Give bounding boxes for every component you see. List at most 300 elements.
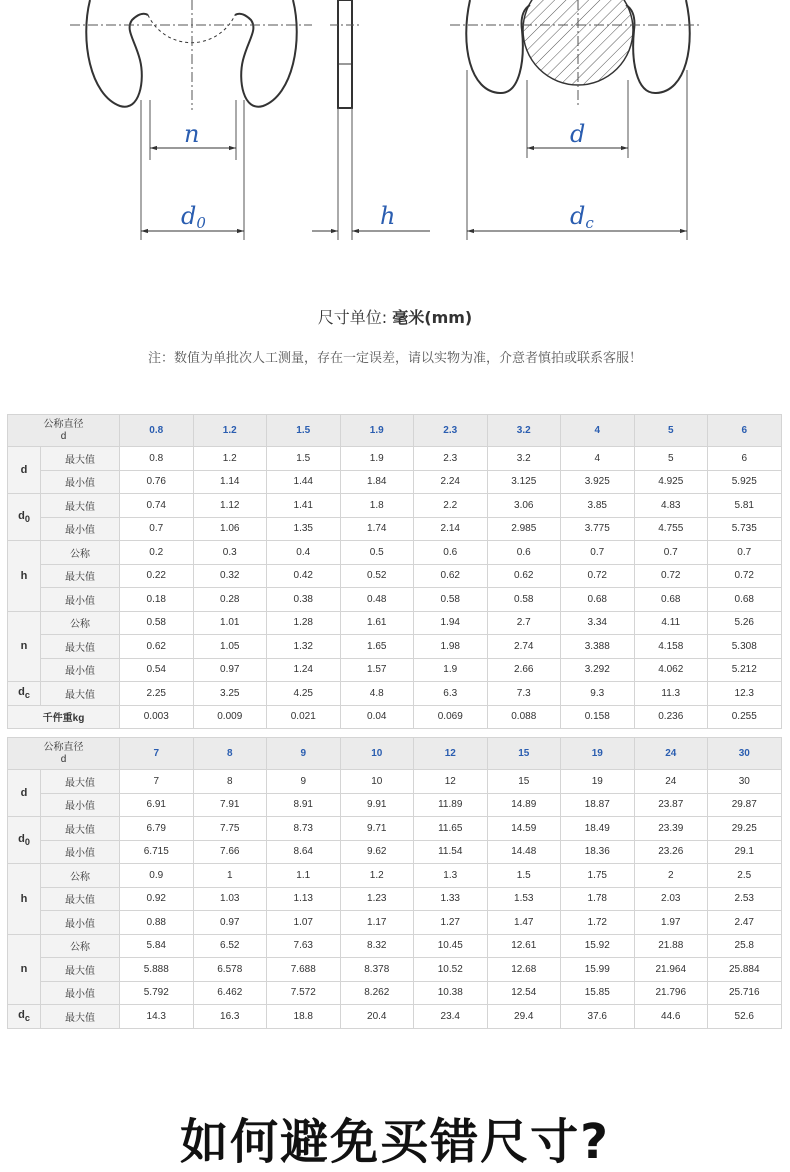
row-label-nominal: 公称 bbox=[41, 934, 120, 958]
value-cell: 15.92 bbox=[561, 934, 635, 958]
value-cell: 5.792 bbox=[120, 981, 194, 1005]
size-cell: 30 bbox=[708, 738, 782, 770]
value-cell: 6.79 bbox=[120, 817, 194, 841]
size-cell: 1.2 bbox=[193, 415, 267, 447]
value-cell: 14.48 bbox=[487, 840, 561, 864]
value-cell: 6.91 bbox=[120, 793, 194, 817]
value-cell: 1.12 bbox=[193, 494, 267, 518]
table-row bbox=[8, 981, 782, 1005]
table-row bbox=[8, 588, 782, 612]
value-cell: 1.44 bbox=[267, 470, 341, 494]
value-cell: 5 bbox=[634, 447, 708, 471]
value-cell: 15.99 bbox=[561, 958, 635, 982]
value-cell: 5.888 bbox=[120, 958, 194, 982]
dim-label-d: d bbox=[570, 120, 586, 148]
value-cell: 29.1 bbox=[708, 840, 782, 864]
table-row bbox=[8, 911, 782, 935]
value-cell: 1.8 bbox=[340, 494, 414, 518]
value-cell: 4.83 bbox=[634, 494, 708, 518]
unit-value: 毫米(mm) bbox=[392, 308, 473, 327]
table-row bbox=[8, 840, 782, 864]
table-row bbox=[8, 864, 782, 888]
value-cell: 8.73 bbox=[267, 817, 341, 841]
size-cell: 24 bbox=[634, 738, 708, 770]
value-cell: 1.65 bbox=[340, 635, 414, 659]
value-cell: 23.87 bbox=[634, 793, 708, 817]
value-cell: 0.97 bbox=[193, 658, 267, 682]
measurement-note: 注：数值为单批次人工测量，存在一定误差，请以实物为准，介意者慎拍或联系客服！ bbox=[147, 351, 642, 366]
size-cell: 2.3 bbox=[414, 415, 488, 447]
value-cell: 6.715 bbox=[120, 840, 194, 864]
table-row bbox=[8, 934, 782, 958]
value-cell: 0.8 bbox=[120, 447, 194, 471]
value-cell: 5.81 bbox=[708, 494, 782, 518]
value-cell: 0.32 bbox=[193, 564, 267, 588]
group-d: d bbox=[8, 447, 41, 494]
value-cell: 2.5 bbox=[708, 864, 782, 888]
value-cell: 1.14 bbox=[193, 470, 267, 494]
value-cell: 0.021 bbox=[267, 705, 341, 729]
size-cell: 10 bbox=[340, 738, 414, 770]
table-row bbox=[8, 705, 782, 729]
value-cell: 1.78 bbox=[561, 887, 635, 911]
value-cell: 1.24 bbox=[267, 658, 341, 682]
value-cell: 1.57 bbox=[340, 658, 414, 682]
table-row bbox=[8, 1005, 782, 1029]
value-cell: 12.68 bbox=[487, 958, 561, 982]
value-cell: 9.71 bbox=[340, 817, 414, 841]
value-cell: 1.28 bbox=[267, 611, 341, 635]
value-cell: 5.212 bbox=[708, 658, 782, 682]
value-cell: 0.72 bbox=[561, 564, 635, 588]
value-cell: 24 bbox=[634, 770, 708, 794]
value-cell: 0.22 bbox=[120, 564, 194, 588]
value-cell: 0.158 bbox=[561, 705, 635, 729]
value-cell: 0.28 bbox=[193, 588, 267, 612]
value-cell: 1.47 bbox=[487, 911, 561, 935]
value-cell: 10 bbox=[340, 770, 414, 794]
dim-label-n: n bbox=[184, 120, 200, 148]
size-cell: 8 bbox=[193, 738, 267, 770]
value-cell: 3.925 bbox=[561, 470, 635, 494]
value-cell: 3.25 bbox=[193, 682, 267, 706]
value-cell: 0.6 bbox=[487, 541, 561, 565]
value-cell: 3.34 bbox=[561, 611, 635, 635]
value-cell: 0.7 bbox=[634, 541, 708, 565]
value-cell: 2.2 bbox=[414, 494, 488, 518]
row-label-min: 最小值 bbox=[41, 840, 120, 864]
value-cell: 29.87 bbox=[708, 793, 782, 817]
group-h: h bbox=[8, 541, 41, 612]
value-cell: 1.61 bbox=[340, 611, 414, 635]
value-cell: 1.2 bbox=[340, 864, 414, 888]
table-row bbox=[8, 611, 782, 635]
value-cell: 44.6 bbox=[634, 1005, 708, 1029]
value-cell: 12.54 bbox=[487, 981, 561, 1005]
value-cell: 6.578 bbox=[193, 958, 267, 982]
group-dc: $d_c$ bbox=[8, 1005, 41, 1029]
value-cell: 2.24 bbox=[414, 470, 488, 494]
nominal-diameter-header: 公称直径 d bbox=[8, 415, 120, 447]
value-cell: 1.9 bbox=[414, 658, 488, 682]
value-cell: 1.2 bbox=[193, 447, 267, 471]
value-cell: 52.6 bbox=[708, 1005, 782, 1029]
value-cell: 25.8 bbox=[708, 934, 782, 958]
value-cell: 1.72 bbox=[561, 911, 635, 935]
value-cell: 19 bbox=[561, 770, 635, 794]
row-label-min: 最小值 bbox=[41, 981, 120, 1005]
value-cell: 6.3 bbox=[414, 682, 488, 706]
value-cell: 1.01 bbox=[193, 611, 267, 635]
value-cell: 30 bbox=[708, 770, 782, 794]
value-cell: 3.292 bbox=[561, 658, 635, 682]
value-cell: 7.75 bbox=[193, 817, 267, 841]
value-cell: 5.735 bbox=[708, 517, 782, 541]
value-cell: 1.9 bbox=[340, 447, 414, 471]
value-cell: 1.94 bbox=[414, 611, 488, 635]
row-label-min: 最小值 bbox=[41, 517, 120, 541]
section-headline: 如何避免买错尺寸? bbox=[180, 1114, 610, 1170]
value-cell: 0.92 bbox=[120, 887, 194, 911]
value-cell: 18.49 bbox=[561, 817, 635, 841]
value-cell: 3.06 bbox=[487, 494, 561, 518]
value-cell: 29.25 bbox=[708, 817, 782, 841]
value-cell: 1.98 bbox=[414, 635, 488, 659]
size-cell: 19 bbox=[561, 738, 635, 770]
value-cell: 1.35 bbox=[267, 517, 341, 541]
value-cell: 4.062 bbox=[634, 658, 708, 682]
value-cell: 25.884 bbox=[708, 958, 782, 982]
value-cell: 1.97 bbox=[634, 911, 708, 935]
value-cell: 0.9 bbox=[120, 864, 194, 888]
table-row bbox=[8, 770, 782, 794]
value-cell: 7.63 bbox=[267, 934, 341, 958]
value-cell: 14.59 bbox=[487, 817, 561, 841]
row-label-nominal: 公称 bbox=[41, 611, 120, 635]
value-cell: 1.06 bbox=[193, 517, 267, 541]
value-cell: 9.62 bbox=[340, 840, 414, 864]
size-cell: 1.9 bbox=[340, 415, 414, 447]
value-cell: 0.7 bbox=[120, 517, 194, 541]
table-row bbox=[8, 517, 782, 541]
value-cell: 21.88 bbox=[634, 934, 708, 958]
value-cell: 8.64 bbox=[267, 840, 341, 864]
value-cell: 8.91 bbox=[267, 793, 341, 817]
value-cell: 14.89 bbox=[487, 793, 561, 817]
value-cell: 0.18 bbox=[120, 588, 194, 612]
group-n: n bbox=[8, 611, 41, 682]
value-cell: 1.53 bbox=[487, 887, 561, 911]
size-cell: 4 bbox=[561, 415, 635, 447]
row-label-max: 最大值 bbox=[41, 635, 120, 659]
unit-label: 尺寸单位: bbox=[317, 308, 388, 327]
value-cell: 0.58 bbox=[487, 588, 561, 612]
table-row bbox=[8, 682, 782, 706]
value-cell: 8.262 bbox=[340, 981, 414, 1005]
value-cell: 3.775 bbox=[561, 517, 635, 541]
row-label-max: 最大值 bbox=[41, 447, 120, 471]
value-cell: 0.2 bbox=[120, 541, 194, 565]
table-row bbox=[8, 541, 782, 565]
value-cell: 0.72 bbox=[634, 564, 708, 588]
row-label-max: 最大值 bbox=[41, 564, 120, 588]
group-h: h bbox=[8, 864, 41, 935]
dim-label-h: h bbox=[380, 202, 396, 230]
row-label-max: 最大值 bbox=[41, 682, 120, 706]
value-cell: 3.2 bbox=[487, 447, 561, 471]
value-cell: 0.68 bbox=[634, 588, 708, 612]
value-cell: 4.755 bbox=[634, 517, 708, 541]
value-cell: 21.964 bbox=[634, 958, 708, 982]
value-cell: 0.42 bbox=[267, 564, 341, 588]
value-cell: 1.41 bbox=[267, 494, 341, 518]
value-cell: 15 bbox=[487, 770, 561, 794]
group-d: d bbox=[8, 770, 41, 817]
value-cell: 0.4 bbox=[267, 541, 341, 565]
value-cell: 23.4 bbox=[414, 1005, 488, 1029]
row-label-max: 最大值 bbox=[41, 770, 120, 794]
value-cell: 11.65 bbox=[414, 817, 488, 841]
value-cell: 1.1 bbox=[267, 864, 341, 888]
table-row bbox=[8, 447, 782, 471]
row-label-nominal: 公称 bbox=[41, 541, 120, 565]
value-cell: 0.3 bbox=[193, 541, 267, 565]
value-cell: 0.7 bbox=[561, 541, 635, 565]
value-cell: 7.688 bbox=[267, 958, 341, 982]
value-cell: 11.3 bbox=[634, 682, 708, 706]
value-cell: 23.39 bbox=[634, 817, 708, 841]
row-label-max: 最大值 bbox=[41, 494, 120, 518]
value-cell: 2.14 bbox=[414, 517, 488, 541]
value-cell: 2.25 bbox=[120, 682, 194, 706]
value-cell: 1.27 bbox=[414, 911, 488, 935]
row-label-max: 最大值 bbox=[41, 817, 120, 841]
unit-caption bbox=[0, 305, 790, 328]
value-cell: 15.85 bbox=[561, 981, 635, 1005]
table-header-row bbox=[8, 738, 782, 770]
dim-label-dc: dc bbox=[570, 202, 594, 232]
value-cell: 6.52 bbox=[193, 934, 267, 958]
value-cell: 0.236 bbox=[634, 705, 708, 729]
value-cell: 25.716 bbox=[708, 981, 782, 1005]
value-cell: 3.125 bbox=[487, 470, 561, 494]
value-cell: 1.84 bbox=[340, 470, 414, 494]
value-cell: 5.26 bbox=[708, 611, 782, 635]
value-cell: 20.4 bbox=[340, 1005, 414, 1029]
group-d0: $d_0$ bbox=[8, 494, 41, 541]
value-cell: 10.52 bbox=[414, 958, 488, 982]
value-cell: 29.4 bbox=[487, 1005, 561, 1029]
group-n: n bbox=[8, 934, 41, 1005]
value-cell: 14.3 bbox=[120, 1005, 194, 1029]
value-cell: 0.58 bbox=[120, 611, 194, 635]
value-cell: 2.66 bbox=[487, 658, 561, 682]
size-cell: 7 bbox=[120, 738, 194, 770]
value-cell: 16.3 bbox=[193, 1005, 267, 1029]
value-cell: 0.62 bbox=[487, 564, 561, 588]
value-cell: 0.68 bbox=[708, 588, 782, 612]
value-cell: 0.088 bbox=[487, 705, 561, 729]
value-cell: 2.74 bbox=[487, 635, 561, 659]
value-cell: 6 bbox=[708, 447, 782, 471]
value-cell: 12 bbox=[414, 770, 488, 794]
row-label-min: 最小值 bbox=[41, 911, 120, 935]
value-cell: 1.05 bbox=[193, 635, 267, 659]
value-cell: 0.48 bbox=[340, 588, 414, 612]
value-cell: 2.3 bbox=[414, 447, 488, 471]
value-cell: 3.85 bbox=[561, 494, 635, 518]
size-cell: 6 bbox=[708, 415, 782, 447]
value-cell: 11.54 bbox=[414, 840, 488, 864]
row-label-max: 最大值 bbox=[41, 958, 120, 982]
size-cell: 0.8 bbox=[120, 415, 194, 447]
value-cell: 21.796 bbox=[634, 981, 708, 1005]
row-label-min: 最小值 bbox=[41, 793, 120, 817]
value-cell: 0.97 bbox=[193, 911, 267, 935]
table-row bbox=[8, 887, 782, 911]
value-cell: 1.3 bbox=[414, 864, 488, 888]
value-cell: 5.308 bbox=[708, 635, 782, 659]
value-cell: 10.45 bbox=[414, 934, 488, 958]
value-cell: 2.53 bbox=[708, 887, 782, 911]
value-cell: 7.3 bbox=[487, 682, 561, 706]
value-cell: 1.17 bbox=[340, 911, 414, 935]
value-cell: 7.572 bbox=[267, 981, 341, 1005]
value-cell: 0.58 bbox=[414, 588, 488, 612]
value-cell: 1.03 bbox=[193, 887, 267, 911]
value-cell: 4.8 bbox=[340, 682, 414, 706]
table-row bbox=[8, 958, 782, 982]
row-label-weight: 千件重kg bbox=[8, 705, 120, 729]
value-cell: 0.6 bbox=[414, 541, 488, 565]
value-cell: 0.68 bbox=[561, 588, 635, 612]
value-cell: 4.11 bbox=[634, 611, 708, 635]
row-label-min: 最小值 bbox=[41, 588, 120, 612]
technical-drawing bbox=[0, 0, 790, 260]
size-cell: 3.2 bbox=[487, 415, 561, 447]
value-cell: 0.003 bbox=[120, 705, 194, 729]
size-cell: 15 bbox=[487, 738, 561, 770]
value-cell: 8.32 bbox=[340, 934, 414, 958]
value-cell: 1.23 bbox=[340, 887, 414, 911]
value-cell: 12.3 bbox=[708, 682, 782, 706]
value-cell: 9 bbox=[267, 770, 341, 794]
value-cell: 1.13 bbox=[267, 887, 341, 911]
value-cell: 1.33 bbox=[414, 887, 488, 911]
group-dc: $d_c$ bbox=[8, 682, 41, 706]
value-cell: 18.8 bbox=[267, 1005, 341, 1029]
table-row bbox=[8, 470, 782, 494]
row-label-min: 最小值 bbox=[41, 470, 120, 494]
clip-side-view bbox=[338, 0, 352, 108]
row-label-max: 最大值 bbox=[41, 1005, 120, 1029]
row-label-nominal: 公称 bbox=[41, 864, 120, 888]
value-cell: 0.76 bbox=[120, 470, 194, 494]
size-cell: 12 bbox=[414, 738, 488, 770]
value-cell: 1.32 bbox=[267, 635, 341, 659]
value-cell: 1.74 bbox=[340, 517, 414, 541]
value-cell: 11.89 bbox=[414, 793, 488, 817]
value-cell: 5.925 bbox=[708, 470, 782, 494]
value-cell: 6.462 bbox=[193, 981, 267, 1005]
nominal-diameter-header: 公称直径 d bbox=[8, 738, 120, 770]
value-cell: 12.61 bbox=[487, 934, 561, 958]
value-cell: 3.388 bbox=[561, 635, 635, 659]
value-cell: 4.925 bbox=[634, 470, 708, 494]
value-cell: 18.87 bbox=[561, 793, 635, 817]
value-cell: 1 bbox=[193, 864, 267, 888]
value-cell: 0.62 bbox=[120, 635, 194, 659]
value-cell: 23.26 bbox=[634, 840, 708, 864]
dim-label-d0: d0 bbox=[181, 202, 206, 232]
clip-installed-view bbox=[450, 0, 700, 105]
row-label-min: 最小值 bbox=[41, 658, 120, 682]
value-cell: 1.75 bbox=[561, 864, 635, 888]
value-cell: 0.72 bbox=[708, 564, 782, 588]
value-cell: 0.009 bbox=[193, 705, 267, 729]
spec-table-small bbox=[7, 414, 782, 729]
value-cell: 4.158 bbox=[634, 635, 708, 659]
value-cell: 2.03 bbox=[634, 887, 708, 911]
value-cell: 0.38 bbox=[267, 588, 341, 612]
spec-table-large bbox=[7, 737, 782, 1029]
value-cell: 5.84 bbox=[120, 934, 194, 958]
value-cell: 2.7 bbox=[487, 611, 561, 635]
value-cell: 0.255 bbox=[708, 705, 782, 729]
value-cell: 7.66 bbox=[193, 840, 267, 864]
value-cell: 9.3 bbox=[561, 682, 635, 706]
value-cell: 0.54 bbox=[120, 658, 194, 682]
table-row bbox=[8, 635, 782, 659]
value-cell: 2 bbox=[634, 864, 708, 888]
size-cell: 9 bbox=[267, 738, 341, 770]
value-cell: 8 bbox=[193, 770, 267, 794]
value-cell: 2.47 bbox=[708, 911, 782, 935]
value-cell: 9.91 bbox=[340, 793, 414, 817]
value-cell: 7 bbox=[120, 770, 194, 794]
value-cell: 0.7 bbox=[708, 541, 782, 565]
size-cell: 5 bbox=[634, 415, 708, 447]
value-cell: 0.62 bbox=[414, 564, 488, 588]
table-row bbox=[8, 494, 782, 518]
value-cell: 10.38 bbox=[414, 981, 488, 1005]
value-cell: 0.74 bbox=[120, 494, 194, 518]
row-label-max: 最大值 bbox=[41, 887, 120, 911]
value-cell: 7.91 bbox=[193, 793, 267, 817]
value-cell: 0.069 bbox=[414, 705, 488, 729]
value-cell: 8.378 bbox=[340, 958, 414, 982]
table-header-row bbox=[8, 415, 782, 447]
value-cell: 0.52 bbox=[340, 564, 414, 588]
value-cell: 0.5 bbox=[340, 541, 414, 565]
value-cell: 1.5 bbox=[487, 864, 561, 888]
table-row bbox=[8, 793, 782, 817]
value-cell: 0.04 bbox=[340, 705, 414, 729]
table-row bbox=[8, 658, 782, 682]
table-row bbox=[8, 564, 782, 588]
value-cell: 1.07 bbox=[267, 911, 341, 935]
value-cell: 37.6 bbox=[561, 1005, 635, 1029]
group-d0: $d_0$ bbox=[8, 817, 41, 864]
value-cell: 4.25 bbox=[267, 682, 341, 706]
value-cell: 0.88 bbox=[120, 911, 194, 935]
value-cell: 4 bbox=[561, 447, 635, 471]
value-cell: 1.5 bbox=[267, 447, 341, 471]
value-cell: 18.36 bbox=[561, 840, 635, 864]
table-row bbox=[8, 817, 782, 841]
size-cell: 1.5 bbox=[267, 415, 341, 447]
value-cell: 2.985 bbox=[487, 517, 561, 541]
